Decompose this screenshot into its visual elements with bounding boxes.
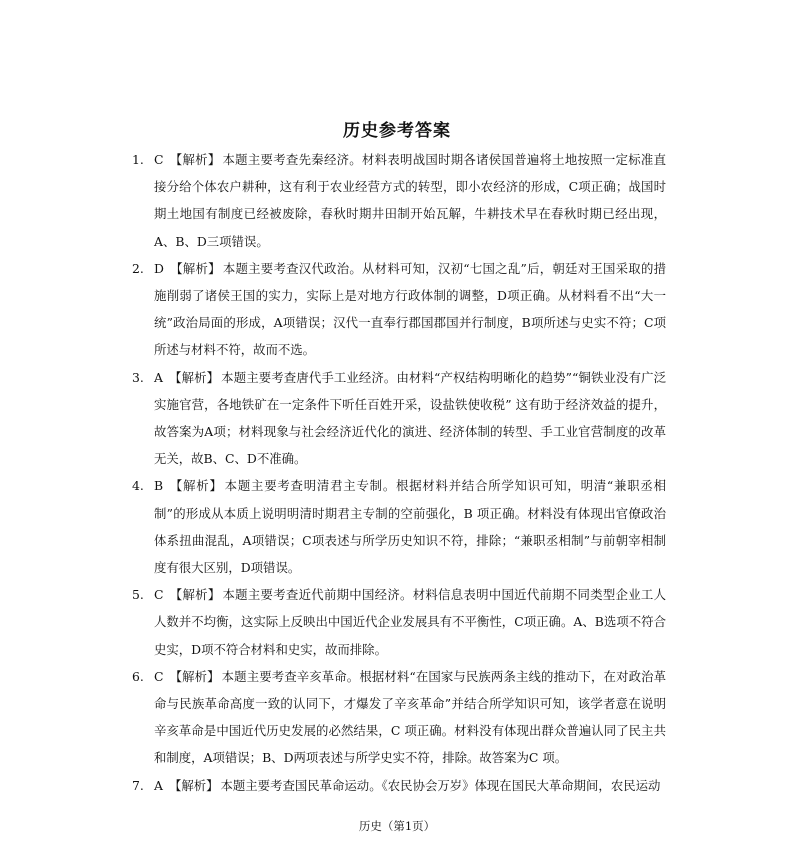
item-answer: C [154,152,164,167]
item-text: 本题主要考查近代前期中国经济。材料信息表明中国近代前期不同类型企业工人人数并不均衡，这实际上反映出中国近代企业发展具有不平衡性，C项正确。A、B选项不符合史实，D项不符合材料和史实，故而排除。 [154,587,667,657]
item-tag: 【解析】 [169,587,221,603]
answer-item [132,255,666,364]
answer-item [132,146,666,255]
item-text: 本题主要考查明清君主专制。根据材料并结合所学知识可知，明清“兼职丞相制”的形成从本质上说明明清时期君主专制的空前强化，B 项正确。材料没有体现出官僚政治体系扭曲混乱，A项错误；C项表述与所学历史知识不符，排除；“兼职丞相制”与前朝宰相制度有很大区别，D项错误。 [154,478,666,576]
item-answer: C [154,668,164,684]
item-number: 6. [132,668,144,684]
page-footer: 历史（第1页） [358,819,436,833]
item-tag: 【解析】 [169,260,221,276]
item-number: 7. [132,777,144,793]
answer-item [132,581,666,663]
page-title: 历史参考答案 [343,121,451,141]
item-number: 1. [132,152,144,167]
item-number: 4. [132,478,144,494]
item-number: 3. [132,369,144,385]
answer-item [132,364,666,473]
item-answer: B [154,478,164,494]
item-tag: 【解析】 [169,668,220,684]
answer-item [132,772,666,799]
item-answer: D [154,260,164,276]
item-text: 本题主要考查汉代政治。从材料可知，汉初“七国之乱”后，朝廷对王国采取的措施削弱了诸侯王国的实力，实际上是对地方行政体制的调整，D项正确。从材料看不出“大一统”政治局面的形成，A项错误；汉代一直奉行郡国郡国并行制度，B项所述与史实不符；C项所述与材料不符，故而不选。 [154,260,667,358]
item-text: 本题主要考查先秦经济。材料表明战国时期各诸侯国普遍将土地按照一定标准直接分给个体农户耕种，这有利于农业经营方式的转型，即小农经济的形成，C项正确；战国时期土地国有制度已经被废除，春秋时期井田制开始瓦解，牛耕技术早在春秋时期已经出现，A、B、D三项错误。 [154,152,667,249]
item-number: 2. [132,260,144,276]
item-answer: C [154,587,164,603]
item-tag: 【解析】 [169,152,221,167]
answer-list [132,146,666,799]
answer-item [132,663,666,772]
item-tag: 【解析】 [168,369,220,385]
item-text: 本题主要考查国民革命运动。《农民协会万岁》体现在国民大革命期间，农民运动 [220,777,661,793]
item-tag: 【解析】 [169,478,223,494]
answer-item [132,472,666,581]
item-text: 本题主要考查唐代手工业经济。由材料“产权结构明晰化的趋势”“铜铁业没有广泛实施官营，各地铁矿在一定条件下听任百姓开采，设盐铁使收税” 这有助于经济效益的提升，故答案为A项；材料现象与社会经济近代化的演进、经济体制的转型、手工业官营制度的改革无关，故B、C、D不准确。 [154,369,666,467]
item-text: 本题主要考查辛亥革命。根据材料“在国家与民族两条主线的推动下，在对政治革命与民族革命高度一致的认同下，才爆发了辛亥革命”并结合所学知识可知，该学者意在说明辛亥革命是中国近代历史发展的必然结果，C 项正确。材料没有体现出群众普遍认同了民主共和制度，A项错误；B、D两项表述与所学史实不符，排除。故答案为C 项。 [154,668,666,766]
item-answer: A [154,777,163,793]
item-answer: A [154,369,163,385]
item-tag: 【解析】 [168,777,219,793]
item-number: 5. [132,587,144,603]
